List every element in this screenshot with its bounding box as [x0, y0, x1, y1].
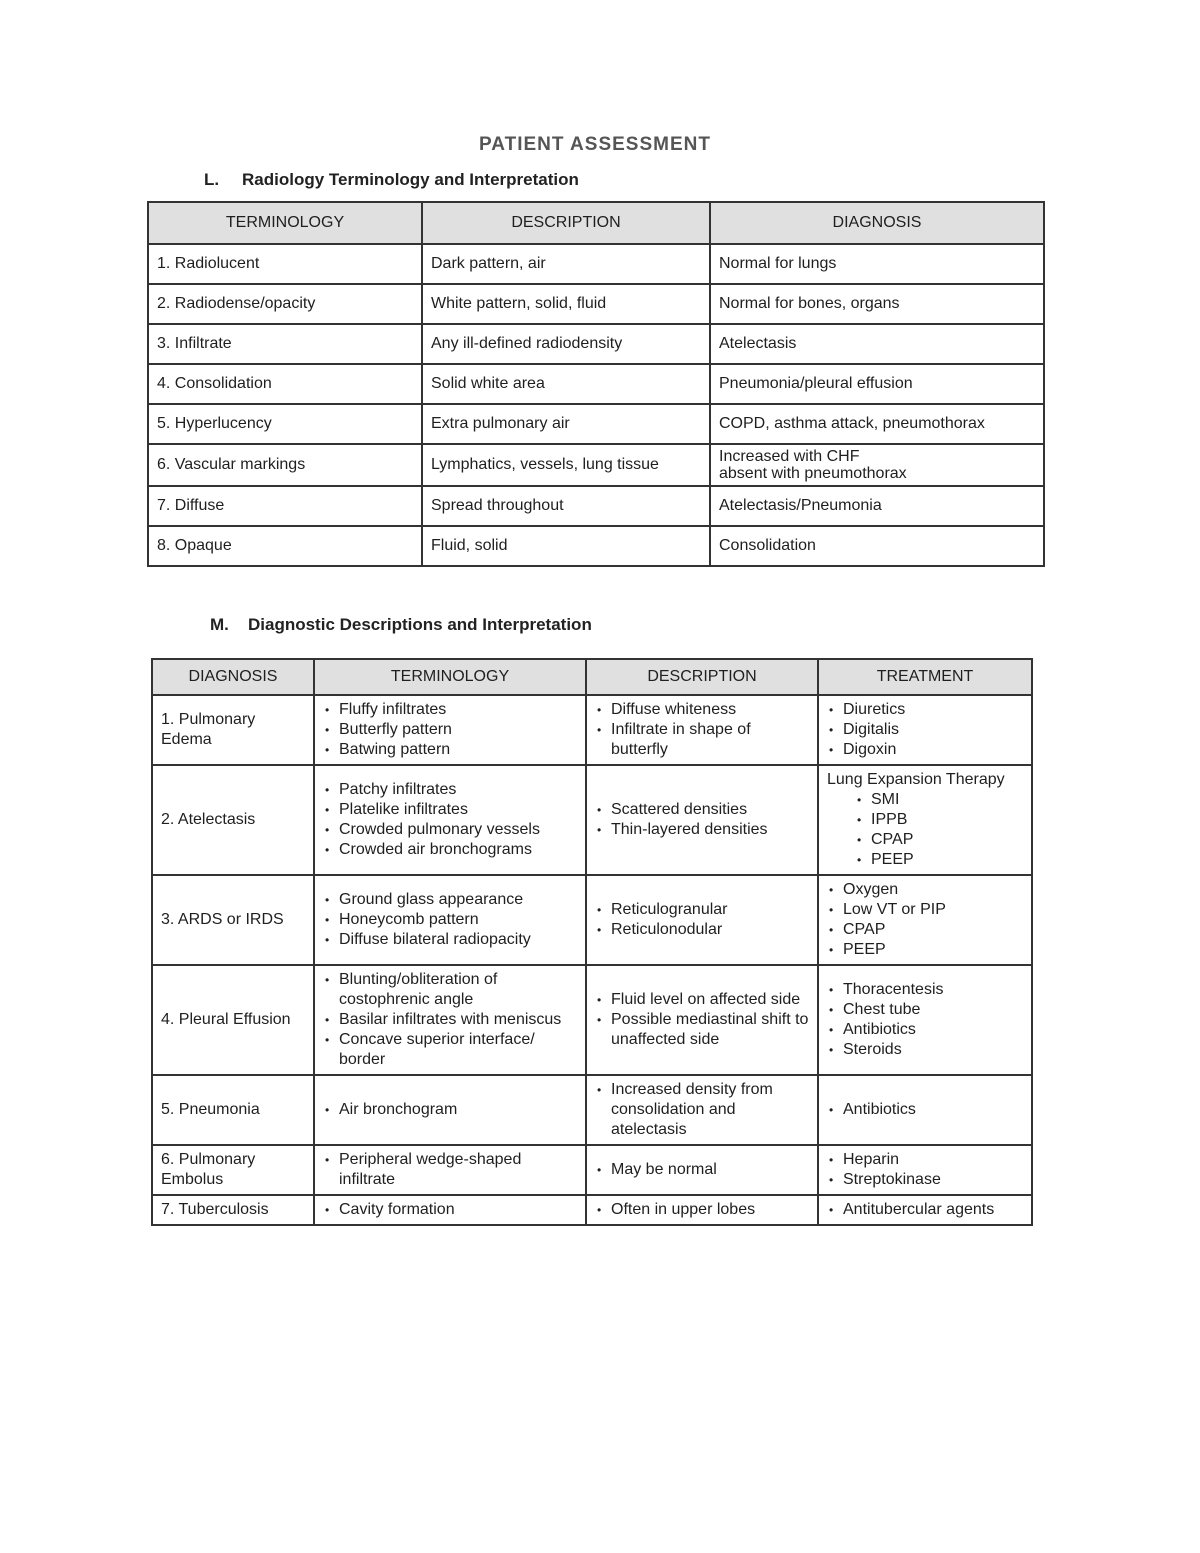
description-cell: [586, 765, 818, 875]
diagnosis-text-line2: absent with pneumothorax: [719, 465, 907, 482]
terminology-list: [323, 780, 577, 860]
diagnosis-cell: 3. ARDS or IRDS: [152, 875, 314, 965]
diagnosis-cell: [710, 364, 1044, 404]
treatment-cell: [818, 1145, 1032, 1195]
table-row: [148, 364, 1044, 404]
list-item: • Batwing pattern: [323, 740, 577, 760]
radiology-terminology-table: [147, 201, 1045, 567]
list-item: • Oxygen: [827, 880, 1023, 900]
treatment-list: [827, 1100, 1023, 1120]
terminology-cell: 8. Opaque: [148, 526, 422, 566]
terminology-list: [323, 1100, 577, 1120]
description-cell: Fluid, solid: [422, 526, 710, 566]
list-item: • Possible mediastinal shift to unaffected side: [595, 1010, 809, 1050]
diagnosis-cell: 2. Atelectasis: [152, 765, 314, 875]
section-l-title-text: Radiology Terminology and Interpretation: [242, 170, 579, 189]
list-item: • Infiltrate in shape of butterfly: [595, 720, 809, 760]
list-item: • Often in upper lobes: [595, 1200, 809, 1220]
table-row: [148, 284, 1044, 324]
treatment-cell: [818, 695, 1032, 765]
diagnosis-text: Normal for lungs: [719, 255, 837, 272]
terminology-cell: [314, 1075, 586, 1145]
diagnosis-cell: 5. Pneumonia: [152, 1075, 314, 1145]
table-row: [152, 1195, 1032, 1225]
table-row: [152, 875, 1032, 965]
column-header-description: DESCRIPTION: [422, 202, 710, 244]
diagnosis-cell: [710, 324, 1044, 364]
radiology-table-body: [148, 244, 1044, 566]
description-cell: [586, 965, 818, 1075]
list-item: • CPAP: [827, 920, 1023, 940]
list-item: • Basilar infiltrates with meniscus: [323, 1010, 577, 1030]
terminology-cell: [314, 765, 586, 875]
list-item: • Diffuse whiteness: [595, 700, 809, 720]
description-list: [595, 1080, 809, 1140]
description-cell: [586, 695, 818, 765]
table-row: [152, 1145, 1032, 1195]
list-item: • SMI: [855, 790, 1023, 810]
diagnosis-cell: [710, 526, 1044, 566]
list-item: • Crowded pulmonary vessels: [323, 820, 577, 840]
treatment-list: [827, 1200, 1023, 1220]
section-l-letter: L.: [204, 170, 220, 189]
terminology-cell: 1. Radiolucent: [148, 244, 422, 284]
list-item: • Antibiotics: [827, 1020, 1023, 1040]
diagnosis-cell: [710, 404, 1044, 444]
list-item: • Streptokinase: [827, 1170, 1023, 1190]
description-cell: Lymphatics, vessels, lung tissue: [422, 444, 710, 486]
description-cell: [586, 1195, 818, 1225]
section-m-title-text: Diagnostic Descriptions and Interpretation: [248, 615, 592, 634]
list-item: • Blunting/obliteration of costophrenic angle: [323, 970, 577, 1010]
diagnosis-text: COPD, asthma attack, pneumothorax: [719, 415, 985, 432]
description-cell: White pattern, solid, fluid: [422, 284, 710, 324]
terminology-cell: [314, 875, 586, 965]
description-cell: [586, 875, 818, 965]
list-item: • Low VT or PIP: [827, 900, 1023, 920]
table-row: [152, 1075, 1032, 1145]
table-row: [152, 965, 1032, 1075]
list-item: • Fluffy infiltrates: [323, 700, 577, 720]
terminology-cell: [314, 965, 586, 1075]
terminology-cell: [314, 695, 586, 765]
diagnosis-cell: 7. Tuberculosis: [152, 1195, 314, 1225]
list-item: • Digoxin: [827, 740, 1023, 760]
terminology-cell: 6. Vascular markings: [148, 444, 422, 486]
description-list: [595, 900, 809, 940]
terminology-list: [323, 970, 577, 1070]
list-item: • Cavity formation: [323, 1200, 577, 1220]
list-item: • Platelike infiltrates: [323, 800, 577, 820]
diagnosis-text: Increased with CHF: [719, 448, 860, 465]
section-l-title: [204, 170, 579, 190]
table-row: [148, 486, 1044, 526]
terminology-cell: 2. Radiodense/opacity: [148, 284, 422, 324]
list-item: • PEEP: [855, 850, 1023, 870]
description-list: [595, 700, 809, 760]
diagnosis-cell: 4. Pleural Effusion: [152, 965, 314, 1075]
list-item: • Thin-layered densities: [595, 820, 809, 840]
table-row: [148, 526, 1044, 566]
diagnosis-cell: [710, 444, 1044, 486]
section-m-letter: M.: [210, 615, 229, 634]
list-item: • Steroids: [827, 1040, 1023, 1060]
list-item: • Diffuse bilateral radiopacity: [323, 930, 577, 950]
column-header-terminology: TERMINOLOGY: [148, 202, 422, 244]
description-cell: Dark pattern, air: [422, 244, 710, 284]
terminology-cell: 7. Diffuse: [148, 486, 422, 526]
diagnosis-text: Normal for bones, organs: [719, 295, 900, 312]
description-cell: [586, 1075, 818, 1145]
column-header-treatment: TREATMENT: [818, 659, 1032, 695]
table-row: [152, 695, 1032, 765]
diagnosis-text: Consolidation: [719, 537, 816, 554]
terminology-list: [323, 1200, 577, 1220]
treatment-list: [827, 880, 1023, 960]
list-item: • May be normal: [595, 1160, 809, 1180]
description-cell: Solid white area: [422, 364, 710, 404]
diagnosis-cell: [710, 486, 1044, 526]
table-row: [148, 244, 1044, 284]
description-list: [595, 800, 809, 840]
list-item: • Scattered densities: [595, 800, 809, 820]
list-item: • Concave superior interface/ border: [323, 1030, 577, 1070]
diagnosis-cell: [710, 244, 1044, 284]
diagnosis-text: Atelectasis: [719, 335, 797, 352]
terminology-cell: 3. Infiltrate: [148, 324, 422, 364]
description-list: [595, 990, 809, 1050]
description-cell: Any ill-defined radiodensity: [422, 324, 710, 364]
treatment-cell: [818, 765, 1032, 875]
diagnostic-descriptions-table: [151, 658, 1033, 1226]
treatment-cell: [818, 1195, 1032, 1225]
column-header-diagnosis: DIAGNOSIS: [710, 202, 1044, 244]
list-item: • Heparin: [827, 1150, 1023, 1170]
diagnosis-cell: 6. Pulmonary Embolus: [152, 1145, 314, 1195]
list-item: • IPPB: [855, 810, 1023, 830]
list-item: • Fluid level on affected side: [595, 990, 809, 1010]
treatment-heading: Lung Expansion Therapy: [827, 771, 1005, 788]
table-header-row: [152, 659, 1032, 695]
list-item: • Increased density from consolidation and atelectasis: [595, 1080, 809, 1140]
list-item: • Antitubercular agents: [827, 1200, 1023, 1220]
table-row: [148, 324, 1044, 364]
list-item: • Butterfly pattern: [323, 720, 577, 740]
treatment-list: [827, 790, 1023, 870]
table-row: [152, 765, 1032, 875]
treatment-cell: [818, 965, 1032, 1075]
terminology-list: [323, 700, 577, 760]
treatment-list: [827, 1150, 1023, 1190]
list-item: • Air bronchogram: [323, 1100, 577, 1120]
treatment-cell: [818, 875, 1032, 965]
terminology-cell: [314, 1195, 586, 1225]
list-item: • Crowded air bronchograms: [323, 840, 577, 860]
diagnosis-text: Pneumonia/pleural effusion: [719, 375, 913, 392]
description-list: [595, 1160, 809, 1180]
treatment-list: [827, 700, 1023, 760]
terminology-cell: [314, 1145, 586, 1195]
terminology-cell: 5. Hyperlucency: [148, 404, 422, 444]
description-cell: Extra pulmonary air: [422, 404, 710, 444]
list-item: • Thoracentesis: [827, 980, 1023, 1000]
table-header-row: [148, 202, 1044, 244]
terminology-list: [323, 890, 577, 950]
column-header-terminology: TERMINOLOGY: [314, 659, 586, 695]
list-item: • Patchy infiltrates: [323, 780, 577, 800]
terminology-list: [323, 1150, 577, 1190]
list-item: • Peripheral wedge-shaped infiltrate: [323, 1150, 577, 1190]
list-item: • CPAP: [855, 830, 1023, 850]
diagnosis-cell: 1. Pulmonary Edema: [152, 695, 314, 765]
description-cell: Spread throughout: [422, 486, 710, 526]
description-list: [595, 1200, 809, 1220]
terminology-cell: 4. Consolidation: [148, 364, 422, 404]
list-item: • PEEP: [827, 940, 1023, 960]
column-header-description: DESCRIPTION: [586, 659, 818, 695]
list-item: • Antibiotics: [827, 1100, 1023, 1120]
list-item: • Ground glass appearance: [323, 890, 577, 910]
diagnosis-text: Atelectasis/Pneumonia: [719, 497, 882, 514]
list-item: • Digitalis: [827, 720, 1023, 740]
list-item: • Honeycomb pattern: [323, 910, 577, 930]
description-cell: [586, 1145, 818, 1195]
diagnosis-cell: [710, 284, 1044, 324]
list-item: • Reticulogranular: [595, 900, 809, 920]
section-m-title: [210, 615, 592, 635]
treatment-list: [827, 980, 1023, 1060]
table-row: [148, 444, 1044, 486]
column-header-diagnosis: DIAGNOSIS: [152, 659, 314, 695]
diagnostic-table-body: [152, 695, 1032, 1225]
page-header: PATIENT ASSESSMENT: [479, 134, 711, 155]
list-item: • Reticulonodular: [595, 920, 809, 940]
table-row: [148, 404, 1044, 444]
list-item: • Chest tube: [827, 1000, 1023, 1020]
treatment-cell: [818, 1075, 1032, 1145]
list-item: • Diuretics: [827, 700, 1023, 720]
